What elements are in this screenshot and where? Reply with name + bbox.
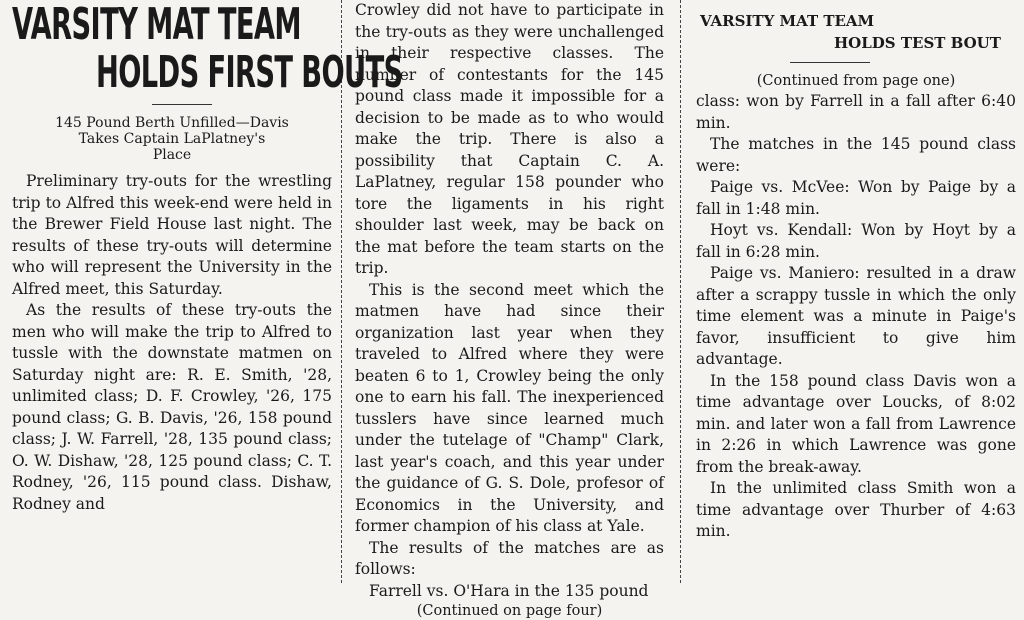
headline-rule	[790, 62, 870, 63]
paragraph: The results of the matches are as follows:	[355, 538, 664, 578]
subheadline-line: Takes Captain LaPlatney's	[78, 131, 266, 147]
paragraph: In the 158 pound class Davis won a time advantage over Loucks, of 8:02 min. and later won a fall from Lawrence in 2:26 in which Lawrence was gone from the break-away.	[696, 371, 1016, 476]
paragraph: As the results of these try-outs the men who will make the trip to Alfred to tussle with the downstate matmen on Saturday night are: R. E. Smith, '28, unlimited class; D. F. Crowley, '26, 175 pound class; G. B. Davis, '26, 158 pound class; J. W. Farrell, '28, 135 pound class; O. W. Dishaw, '28, 125 pound class; C. T. Rodney, '26, 115 pound class. Dishaw, Rodney and	[12, 301, 332, 513]
article-column-3	[688, 0, 1024, 583]
paragraph: Farrell vs. O'Hara in the 135 pound	[369, 581, 649, 600]
paragraph: This is the second meet which the matmen have had since their organization last year when they traveled to Alfred where they were beaten 6 to 1, Crowley being the only one to earn his fall. The inexperienced tusslers have since learned much under the tutelage of "Champ" Clark, last year's coach, and this year under the guidance of G. S. Dole, profesor of Economics in the University, and former champion of his class at Yale.	[355, 280, 664, 535]
article-column-2	[347, 0, 670, 619]
paragraph: Paige vs. Maniero: resulted in a draw after a scrappy tussle in which the only time element was a minute in Paige's favor, insufficient to give him advantage.	[696, 264, 1016, 368]
paragraph: In the unlimited class Smith won a time advantage over Thurber of 4:63 min.	[696, 479, 1016, 540]
subheadline	[20, 115, 324, 163]
subheadline-line: Place	[152, 147, 192, 163]
paragraph: class: won by Farrell in a fall after 6:40 min.	[696, 92, 1016, 132]
paragraph: Preliminary try-outs for the wrestling trip to Alfred this week-end were held in the Brewer Field House last night. The results of these try-outs will determine who will represent the University in the Alfred meet, this Saturday.	[12, 172, 332, 298]
paragraph: Crowley did not have to participate in the try-outs as they were unchallenged in their respective classes. The number of contestants for the 145 pound class made it impossible for a decision to be made as to who would make the trip. There is also a possibility that Captain C. A. LaPlatney, regular 158 pounder who tore the ligaments in his right shoulder last week, may be back on the mat before the team starts on the trip.	[355, 1, 664, 277]
jump-headline-line-2: HOLDS TEST BOUT	[834, 34, 1001, 52]
column-divider	[680, 0, 681, 583]
continued-notice: (Continued on page four)	[416, 603, 603, 619]
headline-line-1: VARSITY MAT TEAM	[12, 0, 301, 50]
paragraph: Paige vs. McVee: Won by Paige by a fall in 1:48 min.	[696, 178, 1016, 218]
subheadline-line: 145 Pound Berth Unfilled—Davis	[55, 115, 289, 131]
jump-headline	[700, 10, 1016, 54]
paragraph: Hoyt vs. Kendall: Won by Hoyt by a fall in 6:28 min.	[696, 221, 1016, 261]
headline	[12, 0, 403, 100]
continued-from-notice: (Continued from page one)	[756, 73, 956, 89]
jump-headline-line-1: VARSITY MAT TEAM	[700, 12, 875, 30]
headline-rule	[152, 104, 212, 105]
paragraph: The matches in the 145 pound class were:	[696, 135, 1016, 175]
headline-line-2: HOLDS FIRST BOUTS	[96, 47, 403, 98]
article-column-1	[0, 0, 403, 583]
